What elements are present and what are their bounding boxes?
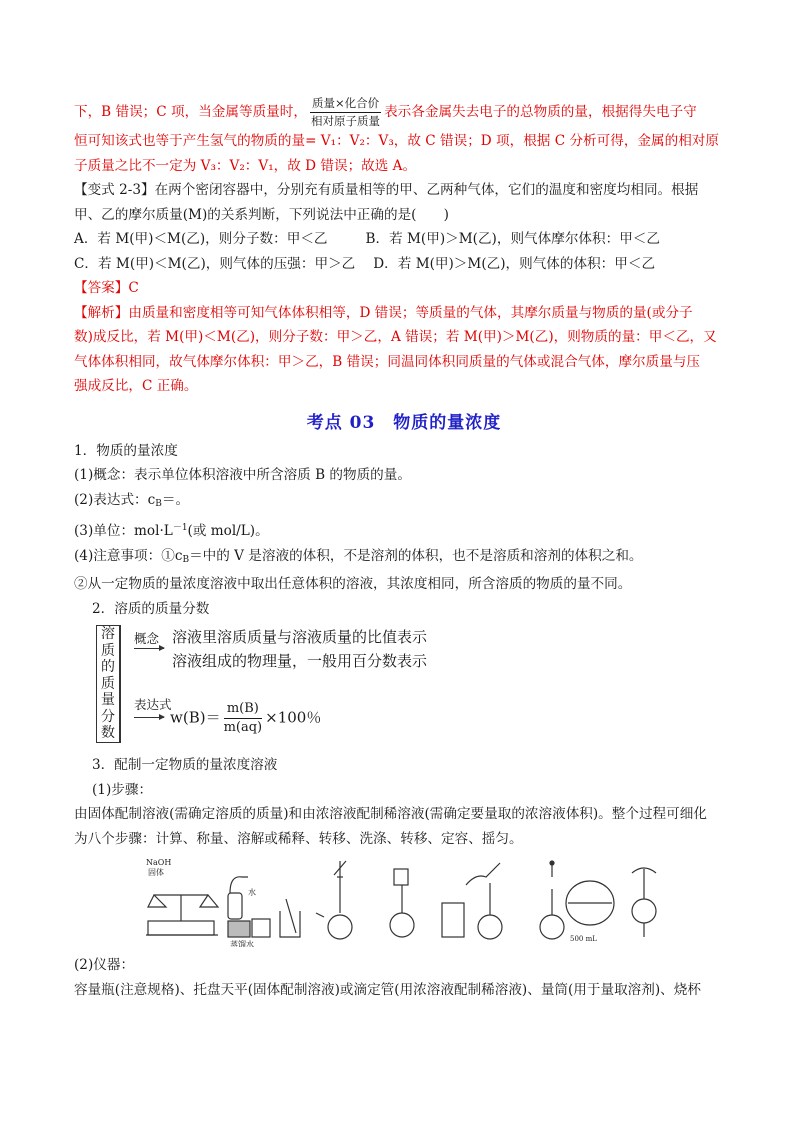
steps-label: (1)步骤： [92,781,153,798]
analysis-line-2: 数)成反比，若 M(甲)＜M(乙)，则分子数：甲＞乙，A 错误；若 M(甲)＞M(乙)，则物质的量：甲＜乙，又 [74,329,717,345]
shake-icon [632,868,656,937]
preparation-steps-figure [144,855,664,947]
answer: 【答案】C [74,280,139,296]
analysis-line-1: 【解析】由质量和密度相等可知气体体积相等，D 错误；等质量的气体，其摩尔质量与物质的量(或分子 [74,304,693,321]
steps-text-1: 由固体配制溶液(需确定溶质的质量)和由浓溶液配制稀溶液(需确定要量取的浓溶液体积)。整个过程可细化 [74,806,707,822]
concept-text-2: 溶液组成的物理量，一般用百分数表示 [172,652,428,670]
section-title: 考点 03 物质的量浓度 [306,412,502,433]
analysis-label: 【解析】 [74,304,129,321]
instruments-label: (2)仪器： [74,957,135,973]
options-row-1 [74,227,734,252]
heading-2: 2．溶质的质量分数 [92,600,210,617]
heading-1: 1．物质的量浓度 [74,442,178,459]
brace-label [96,625,121,743]
options-row-2 [74,252,734,277]
brace-char: 的 [101,659,115,675]
fill-to-mark-icon [540,861,614,943]
transfer-flask-icon [328,861,352,939]
brace-char: 质 [101,675,115,692]
unit-line: (3)单位：$mol\cdot L^{-1}$(或 mol/L)。 [74,523,269,539]
analysis-line-4: 强成反比，C 正确。 [74,378,198,394]
brace-char: 数 [101,725,115,741]
wash-bottle-icon [228,877,270,947]
mass-fraction-formula: w(B)＝ $\frac{m(B)}{m(aq)}$ ×100％ [170,701,322,735]
option-b: B．若 M(甲)＞M(乙)，则气体摩尔体积：甲＜乙 [365,231,660,247]
question-tag: 【变式 2-3】 [74,182,155,198]
prev-answer-line-3: 子质量之比不一定为 V₃：V₂：V₁，故 D 错误；故选 A。 [74,157,417,174]
option-a: A．若 M(甲)＜M(乙)，则分子数：甲＜乙 [74,231,328,247]
heading-3: 3．配制一定物质的量浓度溶液 [92,757,278,773]
document-page [74,96,734,1002]
brace-char: 溶 [101,626,115,642]
water-label: 水 [248,888,256,897]
concept-label: 概念 [134,631,160,646]
prev-answer-line-1: 下，B 错误；C 项，当金属等质量时， $\frac{\text{质量×化合价}}{\text{相对原子质量}}$ 表示各金属失去电子的总物质的量，根据得失电子守 [74,96,697,128]
fraction: $\frac{\text{质量×化合价}}{\text{相对原子质量}}$ [311,96,381,128]
option-d: D．若 M(甲)＞M(乙)，则气体的体积：甲＜乙 [373,255,656,272]
analysis-line-3: 气体体积相同，故气体摩尔体积：甲＞乙，B 错误；同温同体积同质量的气体或混合气体，摩尔质量与压 [74,353,701,370]
expression-label: 表达式 [134,697,172,712]
wash-icon [390,869,414,937]
question-stem: 【变式 2-3】在两个密闭容器中，分别充有质量相等的甲、乙两种气体，它们的温度和密度均相同。根据 [74,182,699,198]
dissolve-icon [280,899,324,937]
naoh-label: NaOH [146,858,172,867]
prev-answer-line-2: 恒可知该式也等于产生氢气的物质的量= V₁：V₂：V₃，故 C 错误；D 项，根据 C 分析可得，金属的相对原 [74,133,719,149]
steps-text-2: 为八个步骤：计算、称量、溶解或稀释、转移、洗涤、转移、定容、摇匀。 [74,830,523,847]
brace-char: 量 [101,692,115,708]
expression-line: (2)表达式：$c_B=$。 [74,491,190,509]
notes-line-1: (4)注意事项：$①c_B=$中的 V 是溶液的体积，不是溶剂的体积，也不是溶质和溶剂的体积之和。 [74,547,643,565]
balance-icon [146,858,218,935]
volume-label: 500 mL [570,935,597,943]
distilled-water-label: 蒸馏水 [230,940,254,947]
option-c: C．若 M(甲)＜M(乙)，则气体的压强：甲＞乙 [74,255,356,272]
concept-text-1: 溶液里溶质质量与溶液质量的比值表示 [172,628,428,646]
mass-fraction-diagram [96,623,734,747]
solid-label: 固体 [148,868,164,877]
brace-char: 质 [101,642,115,659]
notes-line-2: ②从一定物质的量浓度溶液中取出任意体积的溶液，其浓度相同，所含溶质的物质的量不同。 [74,576,632,592]
instruments-text: 容量瓶(注意规格)、托盘天平(固体配制溶液)或滴定管(用浓溶液配制稀溶液)、量筒(用于量取溶剂)、烧杯 [74,981,701,998]
arrow-icon [134,717,164,718]
brace-char: 分 [101,708,115,725]
concept-line: (1)概念：表示单位体积溶液中所含溶质 B 的物质的量。 [74,467,411,483]
transfer-beaker-icon [442,863,502,939]
arrow-icon [134,648,164,649]
question-stem-2: 甲、乙的摩尔质量(M)的关系判断，下列说法中正确的是( ) [74,206,449,223]
